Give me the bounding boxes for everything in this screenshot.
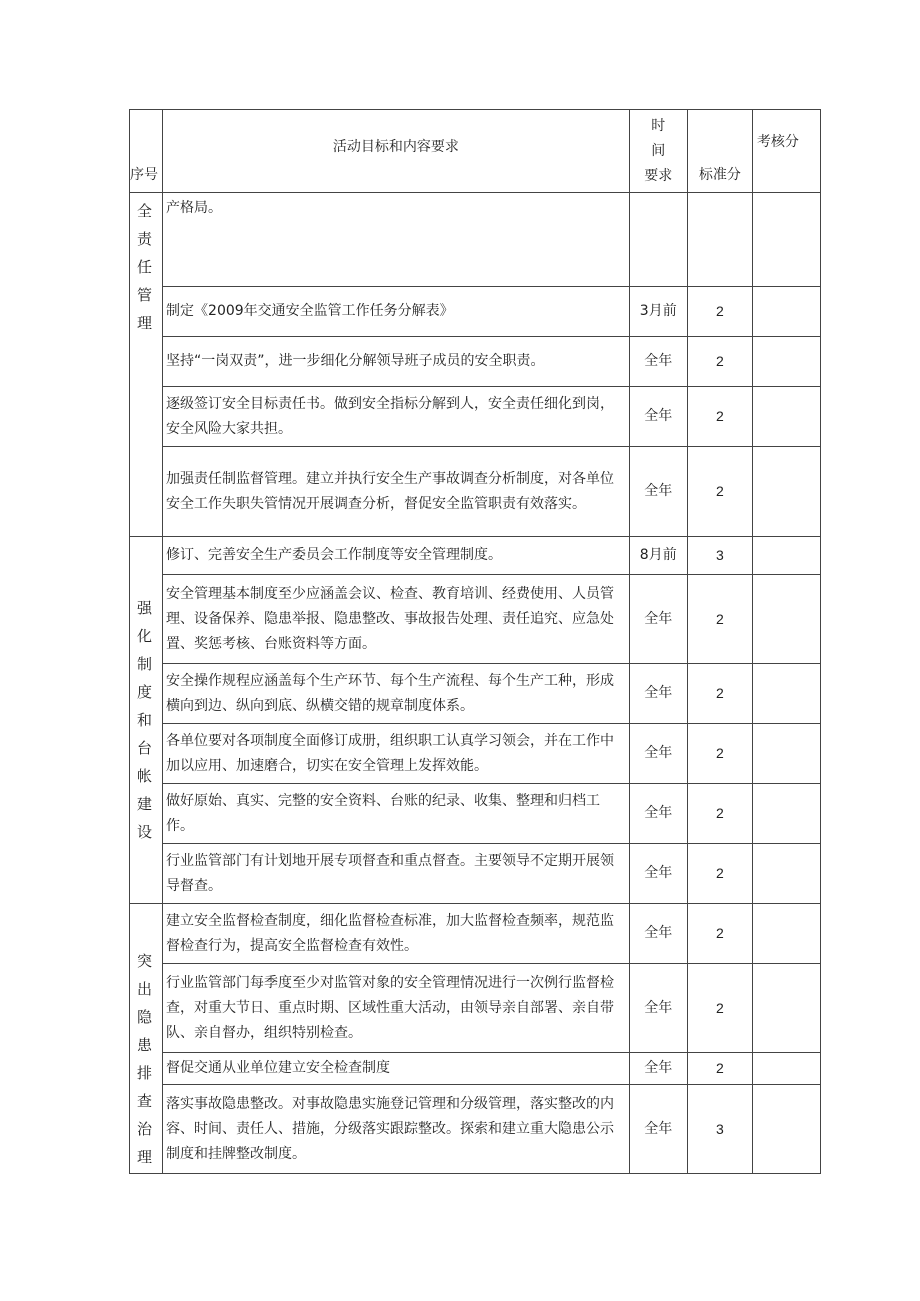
row-content: 做好原始、真实、完整的安全资料、台账的纪录、收集、整理和归档工作。	[163, 784, 630, 844]
row-std: 2	[687, 784, 752, 844]
row-std: 2	[687, 287, 752, 337]
row-time: 全年	[629, 844, 687, 904]
header-score: 考核分	[752, 110, 820, 193]
row-content: 落实事故隐患整改。对事故隐患实施登记管理和分级管理，落实整改的内容、时间、责任人、措施，分级落实跟踪整改。探索和建立重大隐患公示制度和挂牌整改制度。	[163, 1085, 630, 1174]
table-header-row	[130, 110, 821, 193]
row-content: 行业监管部门有计划地开展专项督查和重点督查。主要领导不定期开展领导督查。	[163, 844, 630, 904]
table-row	[130, 537, 821, 575]
table-row	[130, 964, 821, 1053]
row-time: 全年	[629, 575, 687, 664]
row-time: 全年	[629, 337, 687, 387]
row-score	[752, 1053, 820, 1085]
row-content: 建立安全监督检查制度，细化监督检查标准，加大监督检查频率，规范监督检查行为，提高安全监督检查有效性。	[163, 904, 630, 964]
row-score	[752, 193, 820, 287]
header-time-line1: 时 间	[651, 117, 680, 159]
row-score	[752, 724, 820, 784]
row-std: 2	[687, 664, 752, 724]
row-time: 全年	[629, 964, 687, 1053]
row-time: 全年	[629, 664, 687, 724]
row-time: 全年	[629, 447, 687, 537]
row-std: 2	[687, 904, 752, 964]
row-content: 加强责任制监督管理。建立并执行安全生产事故调查分析制度，对各单位安全工作失职失管情况开展调查分析，督促安全监管职责有效落实。	[163, 447, 630, 537]
row-time: 3月前	[629, 287, 687, 337]
row-std: 2	[687, 844, 752, 904]
table-row	[130, 387, 821, 447]
row-content: 产格局。	[163, 193, 630, 287]
row-std: 3	[687, 1085, 752, 1174]
table-row	[130, 193, 821, 287]
row-time	[629, 193, 687, 287]
group-label: 强化制度和台帐建设	[130, 537, 163, 904]
row-content: 安全管理基本制度至少应涵盖会议、检查、教育培训、经费使用、人员管理、设备保养、隐患举报、隐患整改、事故报告处理、责任追究、应急处置、奖惩考核、台账资料等方面。	[163, 575, 630, 664]
row-content: 行业监管部门每季度至少对监管对象的安全管理情况进行一次例行监督检查，对重大节日、重点时期、区域性重大活动，由领导亲自部署、亲自带队、亲自督办，组织特别检查。	[163, 964, 630, 1053]
row-std	[687, 193, 752, 287]
row-std: 2	[687, 337, 752, 387]
row-score	[752, 904, 820, 964]
table-row	[130, 447, 821, 537]
row-time: 8月前	[629, 537, 687, 575]
table-row	[130, 575, 821, 664]
group-label: 全责任管理	[130, 193, 163, 537]
row-time: 全年	[629, 784, 687, 844]
row-score	[752, 964, 820, 1053]
row-std: 2	[687, 1053, 752, 1085]
assessment-table	[129, 109, 821, 1174]
row-time: 全年	[629, 724, 687, 784]
row-time: 全年	[629, 387, 687, 447]
row-std: 2	[687, 447, 752, 537]
table-row	[130, 904, 821, 964]
table-row	[130, 337, 821, 387]
row-score	[752, 1085, 820, 1174]
row-content: 制定《2009年交通安全监管工作任务分解表》	[163, 287, 630, 337]
row-score	[752, 447, 820, 537]
table-row	[130, 844, 821, 904]
table-row	[130, 1085, 821, 1174]
row-score	[752, 287, 820, 337]
table-row	[130, 664, 821, 724]
header-time	[629, 110, 687, 193]
table-row	[130, 724, 821, 784]
row-score	[752, 664, 820, 724]
row-score	[752, 387, 820, 447]
header-seq: 序号	[130, 110, 163, 193]
row-time: 全年	[629, 1053, 687, 1085]
row-time: 全年	[629, 904, 687, 964]
row-time: 全年	[629, 1085, 687, 1174]
row-score	[752, 784, 820, 844]
row-std: 2	[687, 387, 752, 447]
row-content: 修订、完善安全生产委员会工作制度等安全管理制度。	[163, 537, 630, 575]
row-std: 2	[687, 964, 752, 1053]
header-time-line2: 要求	[644, 167, 673, 184]
row-content: 坚持“一岗双责”，进一步细化分解领导班子成员的安全职责。	[163, 337, 630, 387]
table-row	[130, 1053, 821, 1085]
row-content: 督促交通从业单位建立安全检查制度	[163, 1053, 630, 1085]
row-std: 2	[687, 724, 752, 784]
row-score	[752, 575, 820, 664]
row-content: 各单位要对各项制度全面修订成册，组织职工认真学习领会，并在工作中加以应用、加速磨合，切实在安全管理上发挥效能。	[163, 724, 630, 784]
row-content: 安全操作规程应涵盖每个生产环节、每个生产流程、每个生产工种，形成横向到边、纵向到底、纵横交错的规章制度体系。	[163, 664, 630, 724]
header-std: 标准分	[687, 110, 752, 193]
row-score	[752, 537, 820, 575]
row-score	[752, 337, 820, 387]
row-std: 2	[687, 575, 752, 664]
table-row	[130, 784, 821, 844]
row-score	[752, 844, 820, 904]
row-content: 逐级签订安全目标责任书。做到安全指标分解到人，安全责任细化到岗，安全风险大家共担。	[163, 387, 630, 447]
row-std: 3	[687, 537, 752, 575]
table-row	[130, 287, 821, 337]
group-label: 突出隐患排查治理	[130, 904, 163, 1174]
header-content: 活动目标和内容要求	[163, 110, 630, 193]
